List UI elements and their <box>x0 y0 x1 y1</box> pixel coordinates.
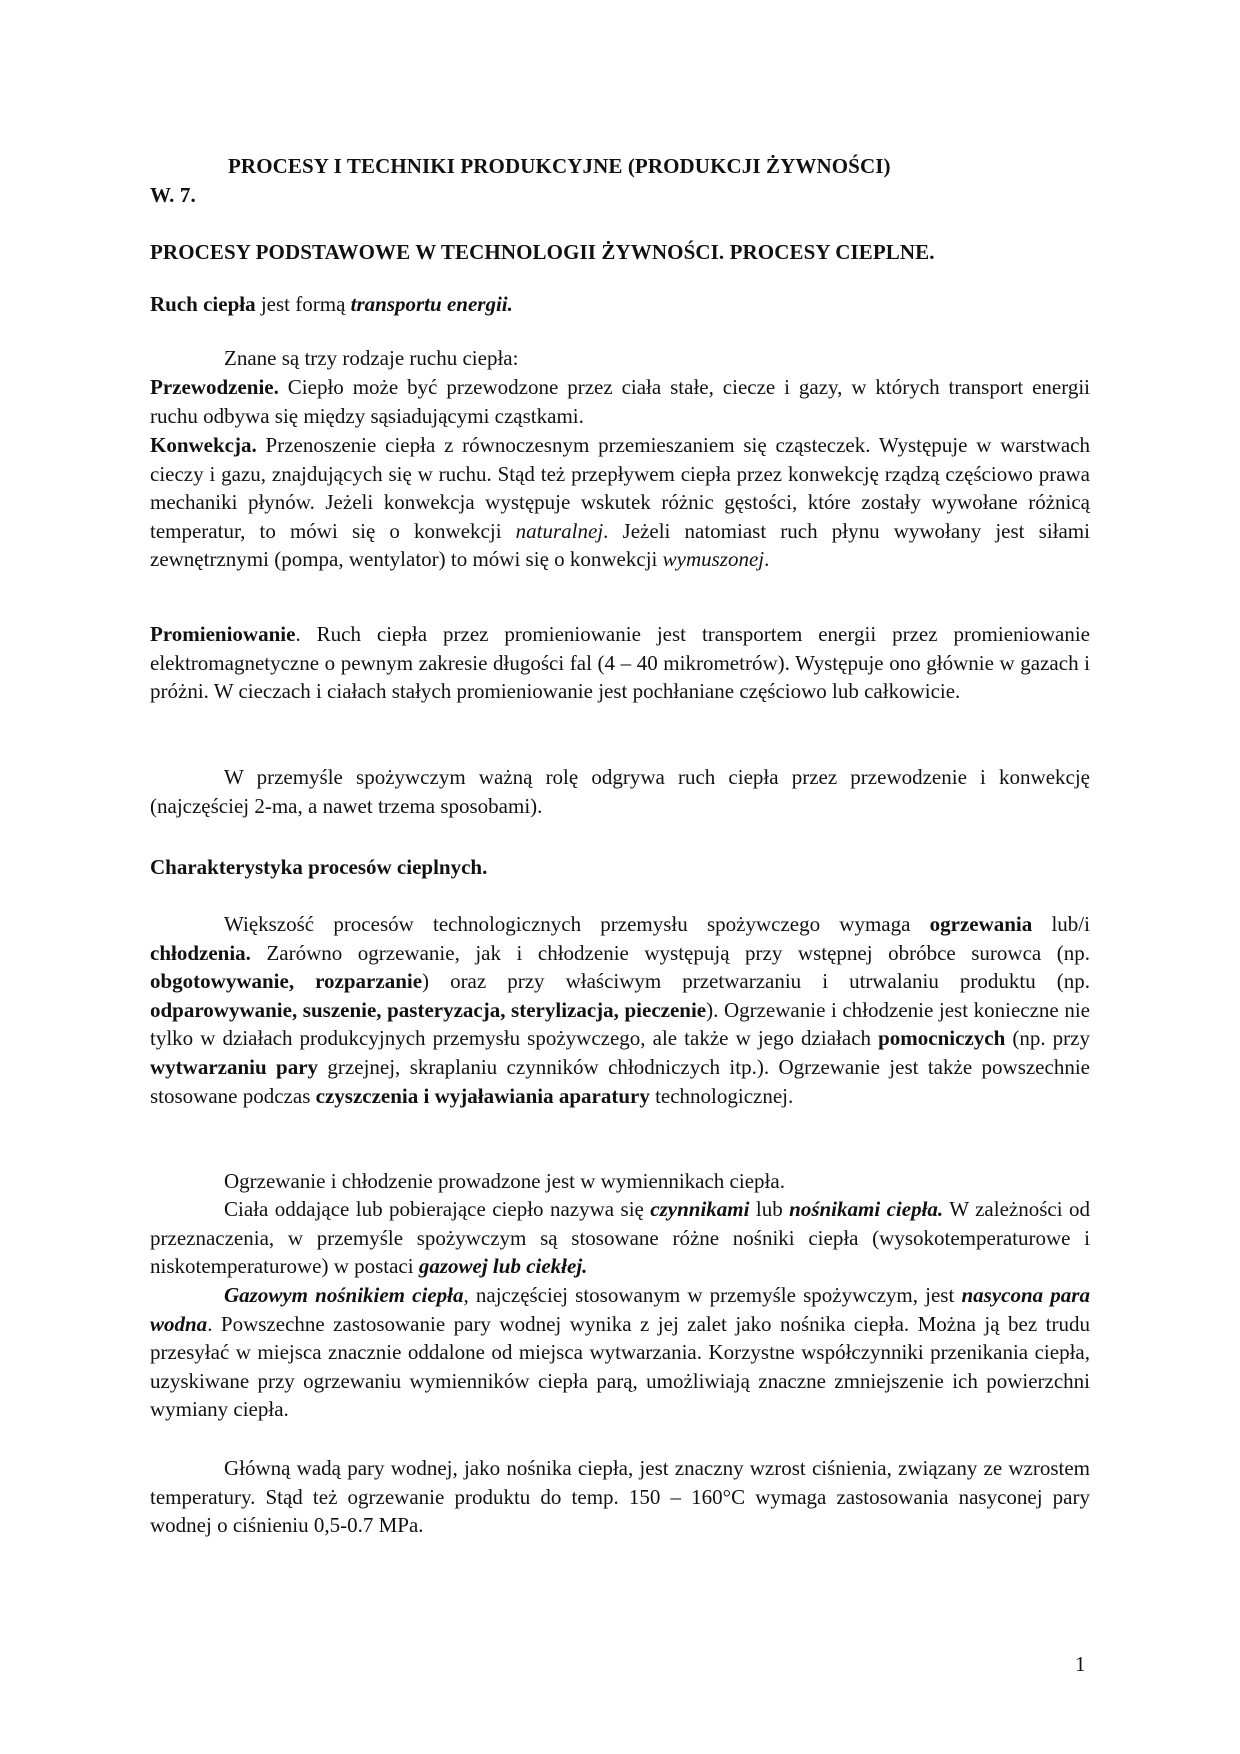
intro-paragraph: Ruch ciepła jest formą transportu energii. <box>150 292 513 316</box>
characteristics-paragraph: Większość procesów technologicznych przemysłu spożywczego wymaga ogrzewania lub/i chłodzenia. Zarówno ogrzewanie, jak i chłodzenie występują przy wstępnej obróbce surowca (np. obgotowywanie, rozparzanie) oraz przy właściwym przetwarzaniu i utrwalaniu produktu (np. odparowywanie, suszenie, pasteryzacja, sterylizacja, pieczenie). Ogrzewanie i chłodzenie jest konieczne nie tylko w działach produkcyjnych przemysłu spożywczego, ale także w jego działach pomocniczych (np. przy wytwarzaniu pary grzejnej, skraplaniu czynników chłodniczych itp.). Ogrzewanie jest także powszechnie stosowane podczas czyszczenia i wyjaławiania aparatury technologicznej. <box>150 912 1090 1108</box>
intro-term: Ruch ciepła <box>150 292 256 316</box>
term-konwekcja: Konwekcja. <box>150 433 257 457</box>
term-promieniowanie: Promieniowanie <box>150 622 296 646</box>
lecture-number: W. 7. <box>150 183 196 207</box>
drawback-paragraph: Główną wadą pary wodnej, jako nośnika ciepła, jest znaczny wzrost ciśnienia, związany ze wzrostem temperatury. Stąd też ogrzewanie produktu do temp. 150 – 160°C wymaga zastosowania nasyconej pary wodnej o ciśnieniu 0,5-0.7 MPa. <box>150 1456 1090 1538</box>
page-number: 1 <box>1075 1652 1086 1676</box>
exchangers-paragraph: Ogrzewanie i chłodzenie prowadzone jest w wymiennikach ciepła. <box>224 1169 785 1193</box>
intro-emphasis: transportu energii. <box>350 292 513 316</box>
term-przewodzenie: Przewodzenie. <box>150 375 279 399</box>
types-intro: Znane są trzy rodzaje ruchu ciepła: <box>224 346 519 370</box>
industry-paragraph: W przemyśle spożywczym ważną rolę odgrywa ruch ciepła przez przewodzenie i konwekcję (najczęściej 2-ma, a nawet trzema sposobami). <box>150 765 1090 818</box>
paragraph-konwekcja: Konwekcja. Przenoszenie ciepła z równoczesnym przemieszaniem się cząsteczek. Występuje w warstwach cieczy i gazu, znajdujących się w ruchu. Stąd też przepływem ciepła przez konwekcję rządzą częściowo prawa mechaniki płynów. Jeżeli konwekcja występuje wskutek różnic gęstości, które zostały wywołane różnicą temperatur, to mówi się o konwekcji naturalnej. Jeżeli natomiast ruch płynu wywołany jest siłami zewnętrznymi (pompa, wentylator) to mówi się o konwekcji wymuszonej. <box>150 433 1090 572</box>
document-title: PROCESY I TECHNIKI PRODUKCYJNE (PRODUKCJI ŻYWNOŚCI) <box>228 154 891 178</box>
section-heading-characteristics: Charakterystyka procesów cieplnych. <box>150 855 488 879</box>
carriers-paragraph: Ciała oddające lub pobierające ciepło nazywa się czynnikami lub nośnikami ciepła. W zależności od przeznaczenia, w przemyśle spożywczym są stosowane różne nośniki ciepła (wysokotemperaturowe i niskotemperaturowe) w postaci gazowej lub ciekłej. <box>150 1197 1090 1279</box>
gas-carrier-paragraph: Gazowym nośnikiem ciepła, najczęściej stosowanym w przemyśle spożywczym, jest nasycona para wodna. Powszechne zastosowanie pary wodnej wynika z jej zalet jako nośnika ciepła. Można ją bez trudu przesyłać w miejsca znacznie oddalone od miejsca wytwarzania. Korzystne współczynniki przenikania ciepła, uzyskiwane przy ogrzewaniu wymienników ciepła parą, umożliwiają znaczne zmniejszenie ich powierzchni wymiany ciepła. <box>150 1283 1090 1422</box>
paragraph-przewodzenie: Przewodzenie. Ciepło może być przewodzone przez ciała stałe, ciecze i gazy, w których transport energii ruchu odbywa się między sąsiadującymi cząstkami. <box>150 375 1090 428</box>
paragraph-promieniowanie: Promieniowanie. Ruch ciepła przez promieniowanie jest transportem energii przez promieniowanie elektromagnetyczne o pewnym zakresie długości fal (4 – 40 mikrometrów). Występuje ono głównie w gazach i próżni. W cieczach i ciałach stałych promieniowanie jest pochłaniane częściowo lub całkowicie. <box>150 622 1090 704</box>
document-subtitle: PROCESY PODSTAWOWE W TECHNOLOGII ŻYWNOŚCI. PROCESY CIEPLNE. <box>150 240 935 264</box>
